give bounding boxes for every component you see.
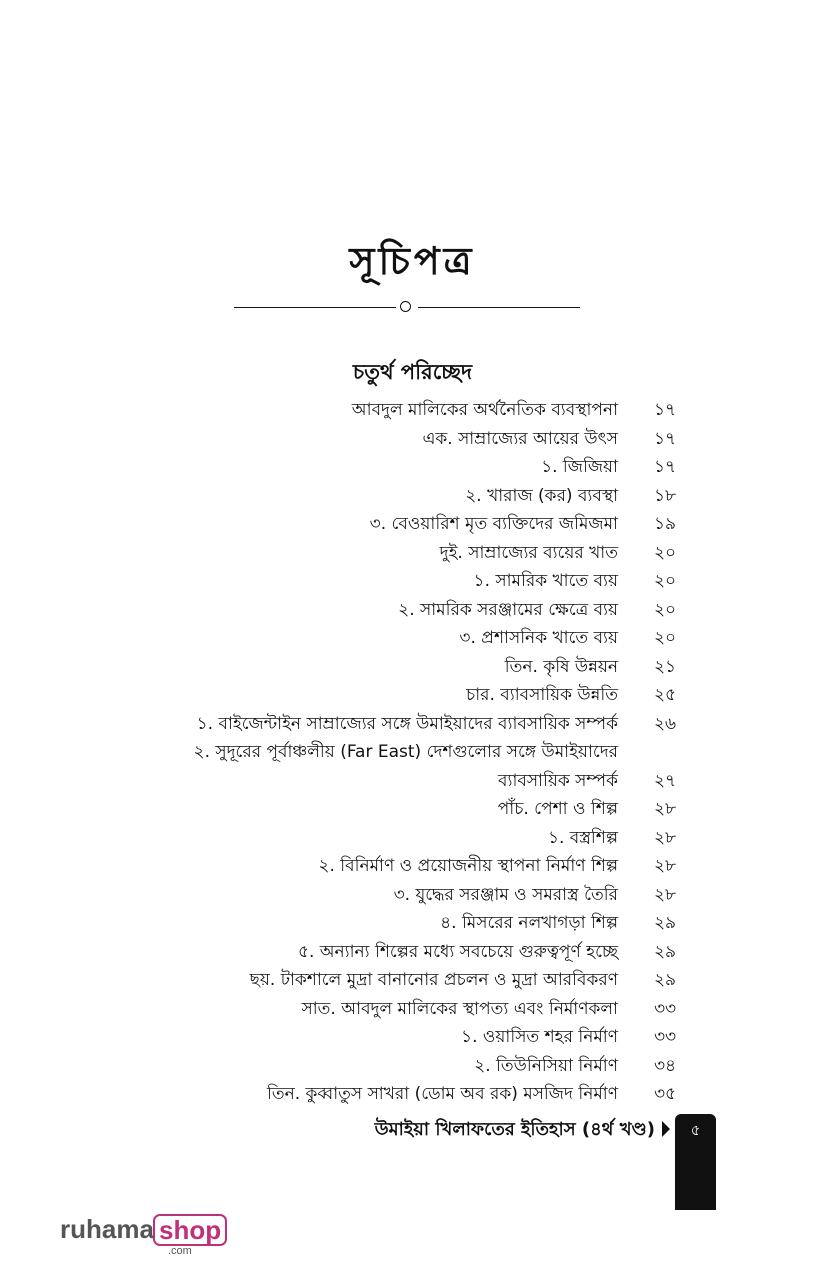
toc-entry-title: ২. সামরিক সরঞ্জামের ক্ষেত্রে ব্যয় (398, 599, 618, 620)
divider-circle-icon (400, 301, 411, 312)
toc-entry-page: ৩৪ (654, 1055, 677, 1076)
toc-entry-title: ছয়. টাকশালে মুদ্রা বানানোর প্রচলন ও মুদ্রা আরবিকরণ (249, 970, 618, 990)
toc-entry-page: ১৮ (654, 485, 677, 506)
toc-entry-title: ৩. যুদ্ধের সরঞ্জাম ও সমরাস্ত্র তৈরি (393, 884, 618, 905)
toc-entry-title: ২. সুদূরের পূর্বাঞ্চলীয় (Far East) দেশগুলোর সঙ্গে উমাইয়াদের (193, 742, 618, 762)
toc-entry-page: ২৫ (654, 685, 677, 705)
toc-entry-page: ২০ (654, 599, 677, 620)
toc-entry (0, 881, 825, 910)
toc-entry-title: ৫. অন্যান্য শিল্পের মধ্যে সবচেয়ে গুরুত্বপূর্ণ হচ্ছে (297, 941, 618, 962)
toc-entry (0, 510, 825, 539)
title-divider (234, 300, 580, 316)
toc-entry-title: ১. বাইজেন্টাইন সাম্রাজ্যের সঙ্গে উমাইয়াদের ব্যাবসায়িক সম্পর্ক (196, 713, 618, 734)
toc-entry-page: ২৮ (654, 799, 677, 819)
toc-entry-title: ব্যাবসায়িক সম্পর্ক (498, 770, 618, 791)
toc-entry-title: ১. ওয়াসিত শহর নির্মাণ (461, 1027, 618, 1047)
toc-entry-page: ৩৩ (654, 998, 677, 1019)
page-number-tab (675, 1114, 716, 1210)
toc-entry-title: দুই. সাম্রাজ্যের ব্যয়ের খাত (439, 542, 618, 563)
page-title: সূচিপত্র (349, 239, 476, 283)
toc-entry (0, 995, 825, 1024)
toc-entry-title: ১. জিজিয়া (541, 457, 618, 477)
toc-entry-page: ২০ (654, 542, 677, 563)
toc-entry (0, 681, 825, 710)
toc-entry (0, 1023, 825, 1052)
toc-entry-page: ২৮ (654, 884, 677, 905)
toc-entry (0, 596, 825, 625)
toc-entry-title: আবদুল মালিকের অর্থনৈতিক ব্যবস্থাপনা (351, 400, 618, 420)
toc-entry-title: এক. সাম্রাজ্যের আয়ের উৎস (422, 428, 618, 449)
toc-entry-title: ১. বস্ত্রশিল্প (547, 827, 618, 848)
toc-entry-page: ২৯ (654, 970, 677, 990)
toc-entry-page: ২৮ (654, 827, 677, 848)
toc-entry-title: ২. বিনির্মাণ ও প্রয়োজনীয় স্থাপনা নির্মাণ শিল্প (318, 856, 618, 876)
toc-entry (0, 767, 825, 796)
toc-entry (0, 567, 825, 596)
toc-entry (0, 1080, 825, 1109)
toc-entry (0, 824, 825, 853)
toc-entry (0, 396, 825, 425)
toc-entry (0, 795, 825, 824)
toc-entry (0, 710, 825, 739)
toc-entry (0, 738, 825, 767)
toc-entry-page: ২৬ (654, 713, 677, 734)
footer-arrow-icon (662, 1121, 670, 1137)
toc-entry-title: তিন. কুব্বাতুস সাখরা (ডোম অব রক) মসজিদ নির্মাণ (266, 1084, 618, 1104)
logo-text-dotcom: .com (168, 1245, 192, 1257)
toc-entry (0, 653, 825, 682)
toc-entry-page: ১৭ (654, 428, 677, 449)
toc-entry-title: ২. খারাজ (কর) ব্যবস্থা (465, 485, 618, 506)
toc-entry (0, 909, 825, 938)
toc-entry-page: ১৭ (654, 400, 677, 420)
toc-entry (0, 624, 825, 653)
toc-entry-title: ৪. মিসরের নলখাগড়া শিল্প (440, 913, 618, 933)
toc-entry-title: পাঁচ. পেশা ও শিল্প (497, 799, 618, 819)
toc-entry-page: ১৭ (654, 457, 677, 477)
toc-entry (0, 453, 825, 482)
toc-entry-title: চার. ব্যাবসায়িক উন্নতি (466, 685, 618, 705)
toc-entry-page: ২০ (654, 571, 677, 591)
toc-entry (0, 938, 825, 967)
divider-line-left (234, 307, 396, 308)
toc-entry-page: ২০ (654, 628, 677, 648)
toc-entry-page: ১৯ (654, 514, 677, 534)
toc-entry-page: ৩৩ (654, 1027, 677, 1047)
watermark-logo (60, 1212, 230, 1258)
toc-entry (0, 539, 825, 568)
toc-entry-title: তিন. কৃষি উন্নয়ন (504, 656, 618, 677)
table-of-contents (0, 396, 825, 1109)
footer-book-title: উমাইয়া খিলাফতের ইতিহাস (৪র্থ খণ্ড) (374, 1119, 655, 1140)
divider-line-right (418, 307, 580, 308)
toc-entry-title: ১. সামরিক খাতে ব্যয় (473, 571, 618, 591)
toc-entry (0, 1052, 825, 1081)
toc-entry (0, 852, 825, 881)
toc-entry (0, 482, 825, 511)
toc-entry-page: ২১ (654, 656, 677, 677)
toc-entry-title: ৩. প্রশাসনিক খাতে ব্যয় (459, 628, 618, 648)
toc-entry-page: ৩৫ (654, 1084, 677, 1104)
toc-entry (0, 425, 825, 454)
logo-text-ruhama: ruhama (60, 1214, 154, 1244)
page-number: ৫ (690, 1121, 701, 1139)
toc-entry-title: ৩. বেওয়ারিশ মৃত ব্যক্তিদের জমিজমা (369, 514, 618, 534)
toc-entry-page: ২৯ (654, 913, 677, 933)
chapter-heading: চতুর্থ পরিচ্ছেদ (352, 360, 473, 384)
toc-entry-title: সাত. আবদুল মালিকের স্থাপত্য এবং নির্মাণকলা (301, 998, 618, 1019)
toc-entry-title: ২. তিউনিসিয়া নির্মাণ (474, 1055, 618, 1076)
toc-entry-page: ২৯ (654, 941, 677, 962)
toc-entry-page: ২৭ (654, 770, 677, 791)
logo-text-shop: shop (153, 1214, 227, 1246)
toc-entry (0, 966, 825, 995)
toc-entry-page: ২৮ (654, 856, 677, 876)
